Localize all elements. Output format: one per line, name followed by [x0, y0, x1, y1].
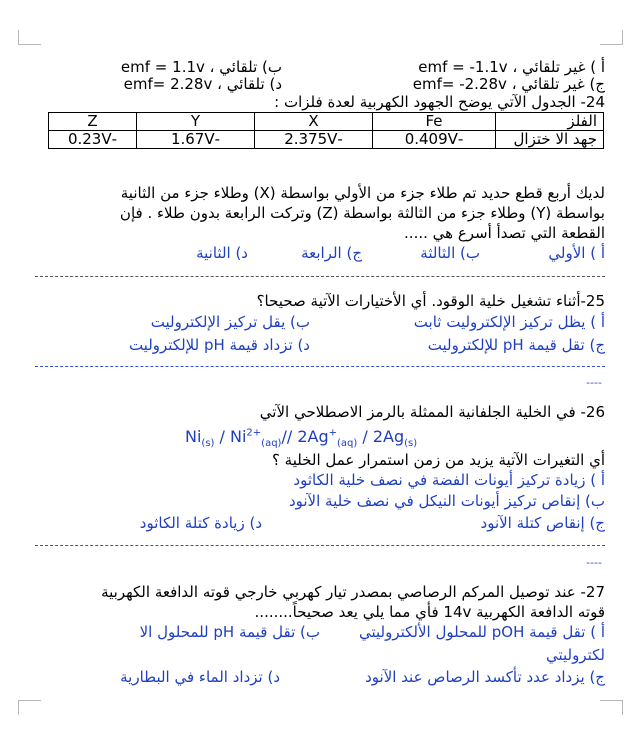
q27-line1: 27- عند توصيل المركم الرصاصي بمصدر تيار كهربي خارجي قوته الدافعة الكهربية [101, 583, 605, 601]
q24-option-c: ج) الرابعة [301, 244, 362, 262]
q24-option-b: ب) الثالثة [420, 244, 480, 262]
separator-q26 [35, 545, 605, 546]
table-row-label: جهد الا ختزال [496, 131, 604, 149]
q26-option-a: أ ) زيادة تركيز أيونات الفضة في نصف خلية الكاثود [293, 471, 605, 489]
q25-option-b: ب) يقل تركيز الإلكتروليت [150, 313, 310, 331]
q25-option-c: ج) تقل قيمة pH للإلكتروليت [427, 336, 605, 354]
q24-option-d: د) الثانية [196, 244, 248, 262]
q27-option-a: أ ) تقل قيمة pOH للمحلول الألكتروليتي [358, 623, 605, 641]
q24-text-line3: القطعة التي تصدأ أسرع هي ..... [404, 224, 605, 242]
table-metal-z: Z [49, 113, 137, 131]
q26-option-b: ب) إنقاص تركيز أيونات النيكل في نصف خلية الآنود [288, 492, 605, 510]
separator-short-q26: ---- [586, 556, 602, 569]
separator-q25 [35, 366, 605, 367]
crop-mark-top-left [18, 30, 41, 45]
q26-prompt: 26- في الخلية الجلفانية الممثلة بالرمز الاصطلاحي الآتي [259, 403, 605, 421]
q27-option-d: د) تزداد الماء في البطارية [120, 668, 280, 686]
metals-potential-table [48, 112, 604, 149]
q24-text-line2: بواسطة (Y) وطلاء جزء من الثالثة بواسطة (Z) وتركت الرابعة بدون طلاء . فإن [119, 204, 605, 222]
table-header-label: الفلز [496, 113, 604, 131]
q27-option-b: ب) تقل قيمة pH للمحلول الا [139, 623, 320, 641]
crop-mark-bottom-left [18, 700, 41, 715]
cell-notation-equation: $Ni_{(s)} / Ni^{2+}_{(aq)}//$ $2Ag^+_{(aq)} / 2Ag_{(s)}$ [185, 427, 418, 450]
q27-option-b-continued: لكتروليتي [545, 646, 605, 664]
separator-short-q25: ---- [586, 376, 602, 389]
q26-question: أي التغيرات الآتية يزيد من زمن استمرار عمل الخلية ؟ [271, 451, 605, 469]
q23-option-d: د) تلقائي ، emf= 2.28v [123, 75, 282, 93]
q24-option-a: أ ) الأولي [548, 244, 605, 262]
q26-option-d: د) زيادة كتلة الكاثود [139, 514, 262, 532]
q23-option-c: ج) غير تلقائي ، emf= -2.28v [412, 75, 605, 93]
crop-mark-bottom-right [600, 700, 623, 715]
table-potential-z: -0.23V [49, 131, 137, 149]
table-potential-row [49, 131, 604, 149]
q23-option-a: أ ) غير تلقائي ، emf = -1.1v [418, 58, 605, 76]
crop-mark-top-right [600, 30, 623, 45]
q23-option-b: ب) تلقائي ، emf = 1.1v [120, 58, 282, 76]
q25-prompt: 25-أثناء تشغيل خلية الوقود. أي الأختيارات الآتية صحيحا؟ [256, 292, 605, 310]
q25-option-d: د) تزداد قيمة pH للإلكتروليت [128, 336, 310, 354]
separator-q24 [35, 276, 605, 277]
q24-text-line1: لديك أربع قطع حديد تم طلاء جزء من الأولي بواسطة (X) وطلاء جزء من الثانية [120, 184, 605, 202]
table-potential-fe: -0.409V [373, 131, 496, 149]
q27-line2: قوته الدافعة الكهربية 14v فأي مما يلي يعد صحيحاً........ [254, 603, 605, 621]
table-potential-x: -2.375V [255, 131, 373, 149]
q26-option-c: ج) إنقاص كتلة الآنود [480, 514, 605, 532]
table-metal-x: X [255, 113, 373, 131]
q24-prompt: 24- الجدول الآتي يوضح الجهود الكهربية لعدة فلزات : [274, 93, 605, 111]
q25-option-a: أ ) يظل تركيز الإلكتروليت ثابت [413, 313, 605, 331]
table-metal-fe: Fe [373, 113, 496, 131]
table-potential-y: -1.67V [137, 131, 255, 149]
q27-option-c: ج) يزداد عدد تأكسد الرصاص عند الآنود [365, 668, 605, 686]
table-header-row [49, 113, 604, 131]
table-metal-y: Y [137, 113, 255, 131]
